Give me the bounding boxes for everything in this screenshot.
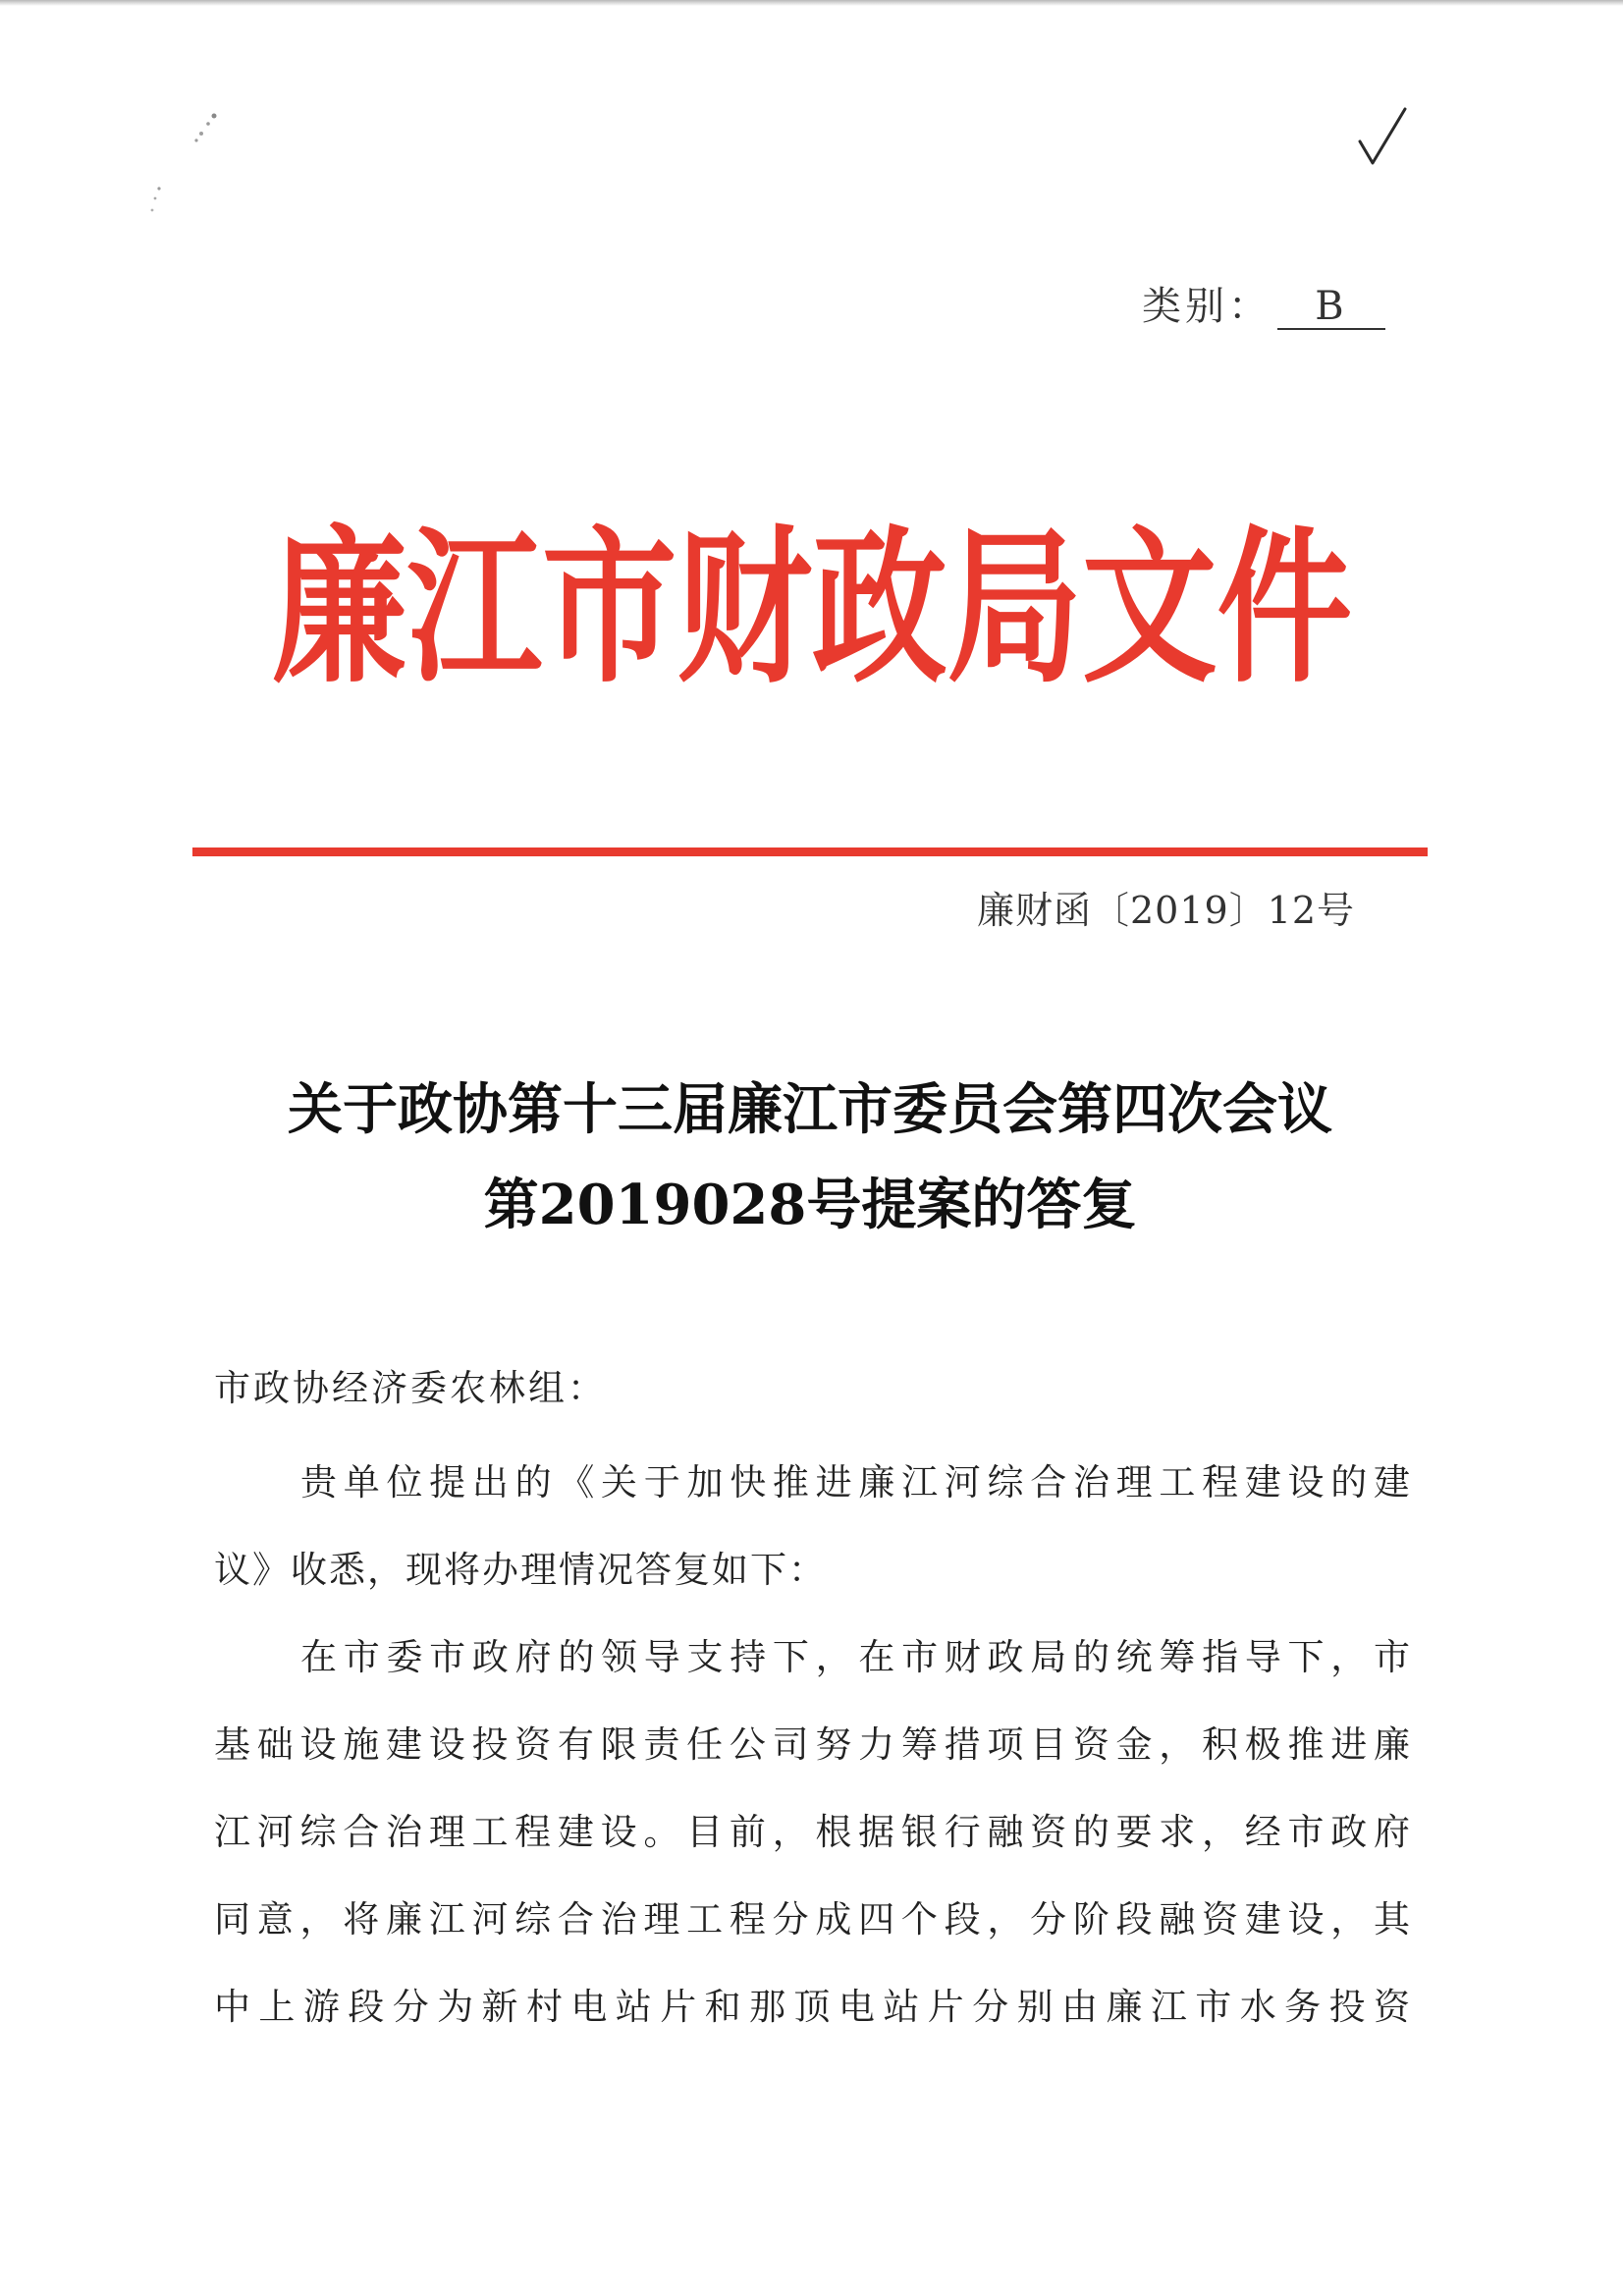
body-line: 同意，将廉江河综合治理工程分成四个段，分阶段融资建设，其 [214, 1898, 1410, 1941]
body-line: 议》收悉，现将办理情况答复如下： [214, 1549, 827, 1591]
body-line: 基础设施建设投资有限责任公司努力筹措项目资金，积极推进廉 [214, 1723, 1410, 1766]
body-line: 中上游段分为新村电站片和那顶电站片分别由廉江市水务投资 [214, 1986, 1410, 2028]
title-line-1: 关于政协第十三届廉江市委员会第四次会议 [288, 1077, 1332, 1142]
body-text [214, 1439, 1410, 2050]
body-line: 在市委市政府的领导支持下，在市财政局的统筹指导下，市 [300, 1636, 1410, 1678]
masthead-title [265, 479, 1360, 706]
category-label: 类别： [1142, 284, 1271, 329]
addressee: 市政协经济委农林组： [214, 1367, 607, 1409]
masthead-title-text: 廉江市财政局文件 [272, 512, 1352, 706]
document-title [196, 1063, 1424, 1253]
category-value: B [1277, 285, 1385, 330]
document-number: 廉财函〔2019〕12号 [977, 889, 1356, 932]
checkmark-icon [1357, 106, 1408, 169]
title-line-2: 第2019028号提案的答复 [483, 1173, 1137, 1237]
category-field [1142, 275, 1385, 331]
body-line: 贵单位提出的《关于加快推进廉江河综合治理工程建设的建 [300, 1461, 1410, 1503]
red-divider-rule [192, 847, 1428, 856]
scan-specks [147, 108, 226, 226]
scan-edge-shadow [0, 0, 1623, 6]
body-line: 江河综合治理工程建设。目前，根据银行融资的要求，经市政府 [214, 1811, 1410, 1853]
